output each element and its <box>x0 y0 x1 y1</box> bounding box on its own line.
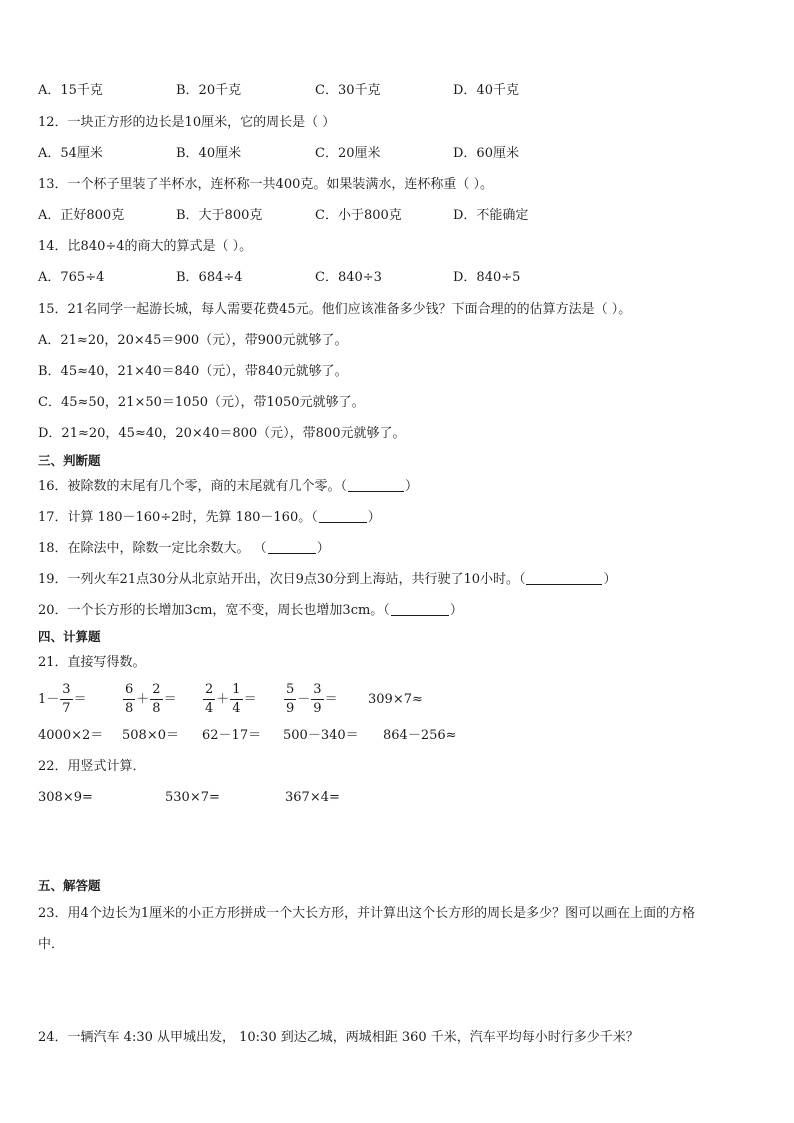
operator: ＋ <box>136 691 150 707</box>
q22-item-3: 367×4= <box>285 790 340 805</box>
q15-stem: 15．21名同学一起游长城，每人需要花费45元。他们应该准备多少钱？下面合理的的估算方法是（ ）。 <box>38 302 632 317</box>
q18-close: ） <box>316 541 330 556</box>
q12-stem: 12．一块正方形的边长是10厘米，它的周长是（ ） <box>38 115 336 130</box>
q19-stem: 19．一列火车21点30分从北京站开出，次日9点30分到上海站，共行驶了10小时。（ <box>38 572 526 587</box>
fraction <box>150 681 162 718</box>
q20-close: ） <box>449 603 463 618</box>
q16-close: ） <box>405 479 419 494</box>
q20-stem: 20．一个长方形的长增加3cm，宽不变，周长也增加3cm。（ <box>38 603 390 618</box>
numerator: 3 <box>311 681 323 700</box>
q16-stem: 16．被除数的末尾有几个零，商的末尾就有几个零。（ <box>38 479 348 494</box>
q22-item-1: 308×9= <box>38 790 93 805</box>
q19-line <box>38 571 617 589</box>
numerator: 6 <box>123 681 135 700</box>
q15-option-d: D．21≈20，45≈40，20×40＝800（元），带800元就够了。 <box>38 426 406 441</box>
q18-stem: 18．在除法中，除数一定比余数大。 （ <box>38 541 267 556</box>
section-3-title: 三、判断题 <box>38 453 101 468</box>
denominator: 4 <box>205 701 214 716</box>
operator: － <box>297 691 311 707</box>
q15-option-a: A．21≈20，20×45＝900（元），带900元就够了。 <box>38 333 348 348</box>
q11-option-b: B．20千克 <box>176 83 242 98</box>
q22-item-2: 530×7= <box>165 790 220 805</box>
q21-row2-expr-2: 508×0＝ <box>122 728 179 743</box>
numerator: 3 <box>60 681 72 700</box>
q12-option-a: A．54厘米 <box>38 146 103 161</box>
operator: ＋ <box>216 691 230 707</box>
fraction <box>123 681 135 718</box>
denominator: 4 <box>232 701 241 716</box>
q14-stem: 14．比840÷4的商大的算式是（ ）。 <box>38 239 253 254</box>
q14-option-a: A．765÷4 <box>38 270 105 285</box>
q12-option-c: C．20厘米 <box>315 146 381 161</box>
q18-line <box>38 540 330 558</box>
q21-row2-expr-1: 4000×2＝ <box>38 728 104 743</box>
numerator: 5 <box>284 681 296 700</box>
q11-option-c: C．30千克 <box>315 83 381 98</box>
q16-line <box>38 478 418 496</box>
equals-sign: ＝ <box>73 691 87 707</box>
numerator: 1 <box>230 681 242 700</box>
fraction <box>230 681 242 718</box>
fraction <box>284 681 296 718</box>
q21-expr-5: 309×7≈ <box>368 692 423 707</box>
q13-option-b: B．大于800克 <box>176 208 263 223</box>
q17-answer-blank[interactable] <box>319 510 367 523</box>
q21-row2-expr-5: 864－256≈ <box>383 728 457 743</box>
numerator: 2 <box>150 681 162 700</box>
q21-expr-1 <box>38 681 87 718</box>
q11-option-a: A．15千克 <box>38 83 103 98</box>
q22-stem: 22．用竖式计算． <box>38 759 146 774</box>
fraction <box>311 681 323 718</box>
q14-option-b: B．684÷4 <box>176 270 243 285</box>
fraction <box>203 681 215 718</box>
q11-option-d: D．40千克 <box>453 83 519 98</box>
q21-expr-3 <box>202 681 257 718</box>
denominator: 9 <box>286 701 295 716</box>
q13-option-a: A．正好800克 <box>38 208 125 223</box>
q21-row2-expr-4: 500－340＝ <box>283 728 359 743</box>
section-4-title: 四、计算题 <box>38 629 101 644</box>
denominator: 8 <box>125 701 134 716</box>
q24-stem: 24．一辆汽车 4:30 从甲城出发， 10:30 到达乙城，两城相距 360 千米，汽车平均每小时行多少千米？ <box>38 1030 639 1045</box>
q20-answer-blank[interactable] <box>391 603 449 616</box>
q21-expr-2 <box>122 681 177 718</box>
denominator: 8 <box>152 701 161 716</box>
q14-option-c: C．840÷3 <box>315 270 382 285</box>
q17-stem: 17．计算 180－160÷2时，先算 180－160。（ <box>38 510 318 525</box>
q12-option-b: B．40厘米 <box>176 146 242 161</box>
q17-line <box>38 509 381 527</box>
q19-answer-blank[interactable] <box>526 572 602 585</box>
denominator: 9 <box>313 701 322 716</box>
q13-option-d: D．不能确定 <box>453 208 529 223</box>
fraction <box>60 681 72 718</box>
numerator: 2 <box>203 681 215 700</box>
equals-sign: ＝ <box>324 691 338 707</box>
section-5-title: 五、解答题 <box>38 878 101 893</box>
q16-answer-blank[interactable] <box>348 479 404 492</box>
q13-option-c: C．小于800克 <box>315 208 402 223</box>
q15-option-b: B．45≈40，21×40＝840（元），带840元就够了。 <box>38 364 348 379</box>
q14-option-d: D．840÷5 <box>453 270 521 285</box>
q12-option-d: D．60厘米 <box>453 146 519 161</box>
q21-row2-expr-3: 62－17＝ <box>202 728 262 743</box>
q18-answer-blank[interactable] <box>268 541 316 554</box>
q15-option-c: C．45≈50，21×50＝1050（元），带1050元就够了。 <box>38 395 365 410</box>
q21-stem: 21．直接写得数。 <box>38 655 146 670</box>
q13-stem: 13．一个杯子里装了半杯水，连杯称一共400克。如果装满水，连杯称重（ ）。 <box>38 177 493 192</box>
q17-close: ） <box>367 510 381 525</box>
q21-expr-1-whole: 1－ <box>38 691 60 707</box>
q23-line-1: 23．用4个边长为1厘米的小正方形拼成一个大长方形，并计算出这个长方形的周长是多少？图可以画在上面的方格 <box>38 906 696 921</box>
equals-sign: ＝ <box>163 691 177 707</box>
q23-line-2: 中． <box>38 937 65 952</box>
q20-line <box>38 602 463 620</box>
equals-sign: ＝ <box>243 691 257 707</box>
q19-close: ） <box>603 572 617 587</box>
q21-expr-4 <box>283 681 338 718</box>
denominator: 7 <box>62 701 71 716</box>
